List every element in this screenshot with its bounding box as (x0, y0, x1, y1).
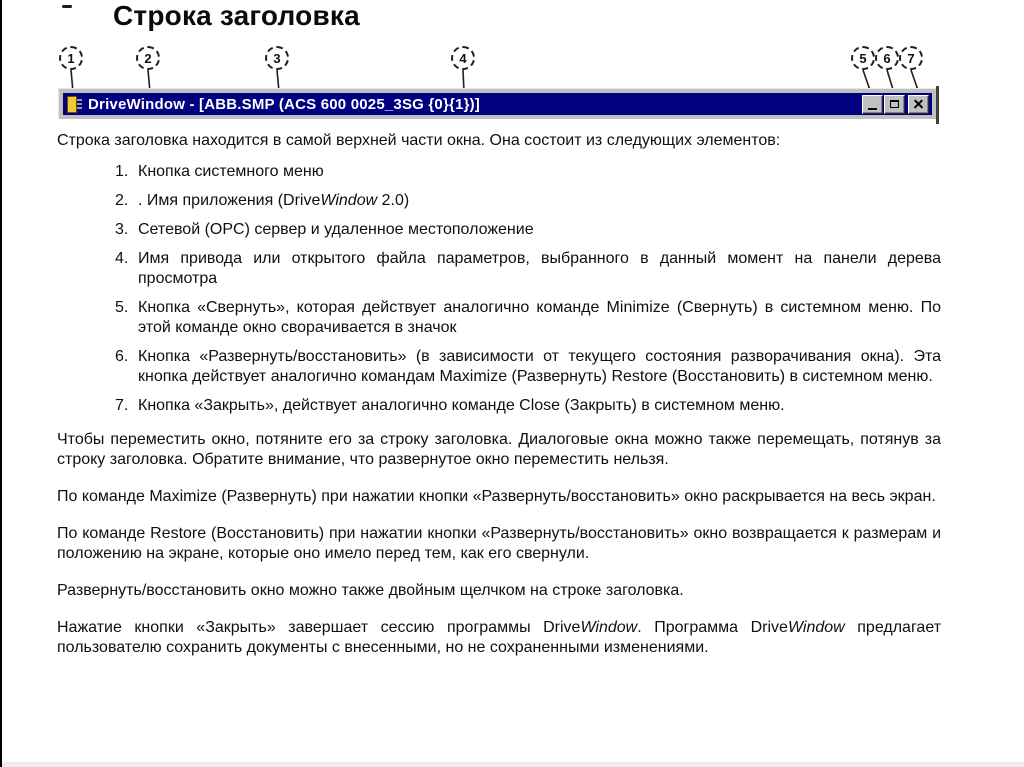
callout-2: 2 (136, 46, 160, 70)
list-number: 4. (115, 250, 129, 267)
intro-paragraph: Строка заголовка находится в самой верхней части окна. Она состоит из следующих элементов: (57, 132, 781, 149)
list-item-text: Кнопка системного меню (138, 163, 324, 180)
example-window-frame (58, 88, 936, 119)
callout-7: 7 (899, 46, 923, 70)
bullet-dash (62, 5, 72, 8)
page-bottom-border (2, 762, 1024, 767)
list-number: 3. (115, 221, 129, 238)
callout-4: 4 (451, 46, 475, 70)
paragraph: Чтобы переместить окно, потяните его за строку заголовка. Диалоговые окна можно также перемещать, потянув за строку заголовка. Обратите внимание, что развернутое окно переместить нельзя. (57, 431, 941, 468)
list-item-text: Кнопка «Закрыть», действует аналогично команде Close (Закрыть) в системном меню. (138, 397, 785, 414)
paragraph: Развернуть/восстановить окно можно также двойным щелчком на строке заголовка. (57, 582, 684, 599)
maximize-restore-button[interactable] (884, 95, 905, 114)
body-paragraphs (57, 430, 941, 658)
list-item (57, 347, 941, 387)
page-title: Строка заголовка (113, 0, 360, 31)
window-titlebar[interactable] (63, 93, 932, 115)
list-item (57, 298, 941, 338)
list-number: 5. (115, 299, 129, 316)
list-number: 7. (115, 397, 129, 414)
list-item-text: Имя привода или открытого файла параметров, выбранного в данный момент на панели дерева просмотра (138, 250, 941, 287)
list-item-text: Кнопка «Развернуть/восстановить» (в зависимости от текущего состояния разворачивания окна). Эта кнопка действует аналогично командам Maximize (Развернуть) Restore (Восстановить) в системном меню. (138, 348, 941, 385)
list-item-text: . Имя приложения (DriveWindow 2.0) (138, 192, 410, 209)
close-button[interactable] (908, 95, 929, 114)
drivewindow-app-icon[interactable] (66, 96, 82, 112)
titlebar-elements-list (57, 162, 941, 416)
minimize-icon (868, 108, 877, 110)
list-item (57, 162, 941, 182)
close-icon (913, 99, 924, 110)
callout-3: 3 (265, 46, 289, 70)
window-control-buttons (862, 95, 929, 114)
callout-6: 6 (875, 46, 899, 70)
page-left-border (0, 0, 2, 767)
list-item-text: Сетевой (OPC) сервер и удаленное местоположение (138, 221, 534, 238)
callout-5: 5 (851, 46, 875, 70)
minimize-button[interactable] (862, 95, 883, 114)
list-item (57, 396, 941, 416)
list-number: 2. (115, 192, 129, 209)
window-edge-shadow (936, 86, 939, 124)
window-title-text: DriveWindow - [ABB.SMP (ACS 600 0025_3SG {0}{1})] (88, 95, 481, 113)
paragraph: По команде Maximize (Развернуть) при нажатии кнопки «Развернуть/восстановить» окно раскрывается на весь экран. (57, 488, 936, 505)
paragraph: Нажатие кнопки «Закрыть» завершает сессию программы DriveWindow. Программа DriveWindow предлагает пользователю сохранить документы с внесенными, но не сохраненными изменениями. (57, 619, 942, 656)
maximize-restore-icon (890, 100, 899, 108)
list-number: 6. (115, 348, 129, 365)
list-number: 1. (115, 163, 129, 180)
list-item-text: Кнопка «Свернуть», которая действует аналогично команде Minimize (Свернуть) в системном меню. По этой команде окно сворачивается в значок (138, 299, 941, 336)
list-item (57, 220, 941, 240)
paragraph: По команде Restore (Восстановить) при нажатии кнопки «Развернуть/восстановить» окно возвращается к размерам и положению на экране, которые оно имело перед тем, как его свернули. (57, 525, 941, 562)
callout-1: 1 (59, 46, 83, 70)
list-item (57, 191, 941, 211)
list-item (57, 249, 941, 289)
document-body (57, 131, 941, 658)
